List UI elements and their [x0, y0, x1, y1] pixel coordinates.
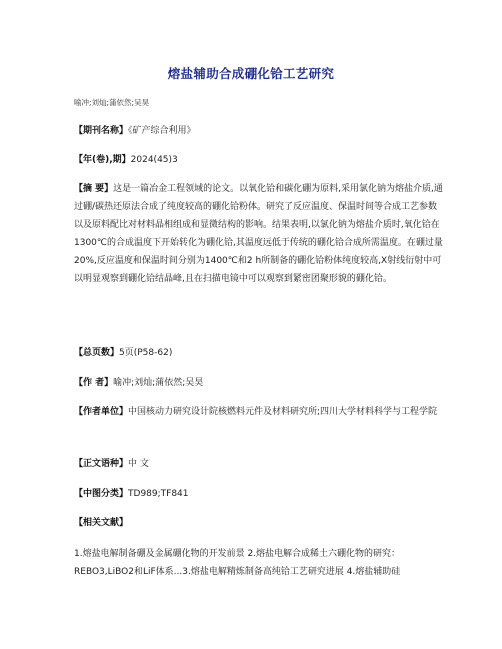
language-value: 中 文 — [128, 459, 149, 469]
affiliation-field — [74, 403, 444, 421]
journal-label: 【期刊名称】 — [74, 126, 129, 136]
year-issue-label: 【年(卷),期】 — [74, 155, 131, 165]
document-title: 熔盐辅助合成硼化铪工艺研究 — [167, 66, 335, 81]
classification-value: TD989;TF841 — [128, 489, 189, 499]
page-count-label: 【总页数】 — [74, 348, 120, 358]
related-docs-label: 【相关文献】 — [74, 518, 129, 528]
classification-field — [74, 485, 446, 503]
page-count-field — [74, 344, 446, 362]
classification-label: 【中图分类】 — [74, 489, 129, 499]
related-docs-heading — [74, 514, 446, 532]
language-field — [74, 455, 446, 473]
abstract-text: 这是一篇冶金工程领域的论文。以氧化铪和碳化硼为原料,采用氯化钠为熔盐介质,通过硼/碳热还原法合成了纯度较高的硼化铪粉体。研究了反应温度、保温时间等合成工艺参数以及原料配比对材料晶相组成和显微结构的影响。结果表明,以氯化钠为熔盐介质时,氧化铪在1300℃的合成温度下开始转化为硼化铪,其温度远低于传统的硼化铪合成所需温度。在硼过量20%,反应温度和保温时间分别为1400℃和2 h所制备的硼化铪粉体纯度较高,X射线衍射中可以明显观察到硼化铪结晶峰,且在扫描电镜中可以观察到紧密团聚形貌的硼化铪。 — [74, 184, 443, 285]
affiliation-label: 【作者单位】 — [74, 407, 129, 417]
affiliation-value: 中国核动力研究设计院核燃料元件及材料研究所;四川大学材料科学与工程学院 — [128, 407, 438, 417]
abstract-label: 【摘 要】 — [74, 184, 114, 194]
journal-value: 《矿产综合利用》 — [128, 126, 196, 136]
year-issue-field — [74, 151, 446, 169]
authors-label: 【作 者】 — [74, 378, 114, 388]
page-count-value: 5页(P58-62) — [119, 348, 173, 358]
authors-value: 喻冲;刘灿;蒲依然;吴昊 — [113, 378, 204, 388]
journal-field — [74, 122, 446, 140]
author-line: 喻冲;刘灿;蒲依然;吴昊 — [74, 98, 150, 107]
language-label: 【正文语种】 — [74, 459, 129, 469]
year-issue-value: 2024(45)3 — [130, 155, 178, 165]
authors-field — [74, 374, 446, 392]
related-docs-list: 1.熔盐电解制备硼及金属硼化物的开发前景 2.熔盐电解合成稀土六硼化物的研究：REBO3,LiBO2和LiF体系...3.熔盐电解精炼制备高纯铪工艺研究进展 4.熔盐辅助硅 — [74, 549, 401, 577]
abstract-field — [74, 180, 446, 289]
